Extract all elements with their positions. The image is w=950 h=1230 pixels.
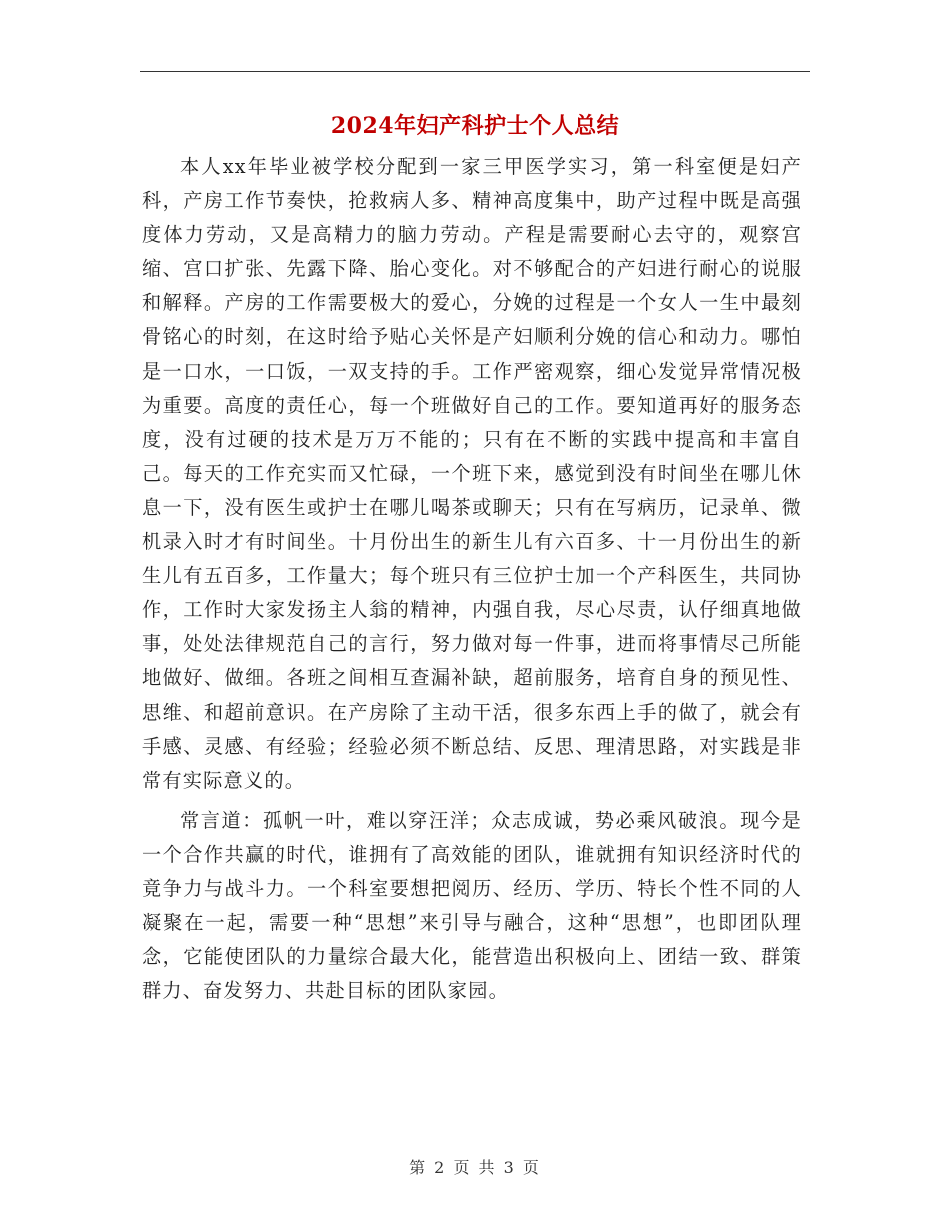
paragraph-1: 本人xx年毕业被学校分配到一家三甲医学实习，第一科室便是妇产科，产房工作节奏快，抢救病人多、精神高度集中，助产过程中既是高强度体力劳动，又是高精力的脑力劳动。产程是需要耐心去守的，观察宫缩、宫口扩张、先露下降、胎心变化。对不够配合的产妇进行耐心的说服和解释。产房的工作需要极大的爱心，分娩的过程是一个女人一生中最刻骨铭心的时刻，在这时给予贴心关怀是产妇顺利分娩的信心和动力。哪怕是一口水，一口饭，一双支持的手。工作严密观察，细心发觉异常情况极为重要。高度的责任心，每一个班做好自己的工作。要知道再好的服务态度，没有过硬的技术是万万不能的；只有在不断的实践中提高和丰富自己。每天的工作充实而又忙碌，一个班下来，感觉到没有时间坐在哪儿休息一下，没有医生或护士在哪儿喝茶或聊天；只有在写病历，记录单、微机录入时才有时间坐。十月份出生的新生儿有六百多、十一月份出生的新生儿有五百多，工作量大；每个班只有三位护士加一个产科医生，共同协作，工作时大家发扬主人翁的精神，内强自我，尽心尽责，认仔细真地做事，处处法律规范自己的言行，努力做对每一件事，进而将事情尽己所能地做好、做细。各班之间相互查漏补缺，超前服务，培育自身的预见性、思维、和超前意识。在产房除了主动干活，很多东西上手的做了，就会有手感、灵感、有经验；经验必须不断总结、反思、理清思路，对实践是非常有实际意义的。 [142,155,802,792]
paragraph-2: 常言道：孤帆一叶，难以穿汪洋；众志成诚，势必乘风破浪。现今是一个合作共赢的时代，谁拥有了高效能的团队，谁就拥有知识经济时代的竟争力与战斗力。一个科室要想把阅历、经历、学历、特长个性不同的人凝聚在一起，需要一种“思想”来引导与融合，这种“思想”，也即团队理念，它能使团队的力量综合最大化，能营造出积极向上、团结一致、群策群力、奋发努力、共赴目标的团队家园。 [142,808,802,1003]
header-rule [140,71,810,72]
document-title: 2024年妇产科护士个人总结 [330,113,620,139]
page-footer: 第 2 页 共 3 页 [409,1158,541,1177]
document-body [142,150,802,1014]
